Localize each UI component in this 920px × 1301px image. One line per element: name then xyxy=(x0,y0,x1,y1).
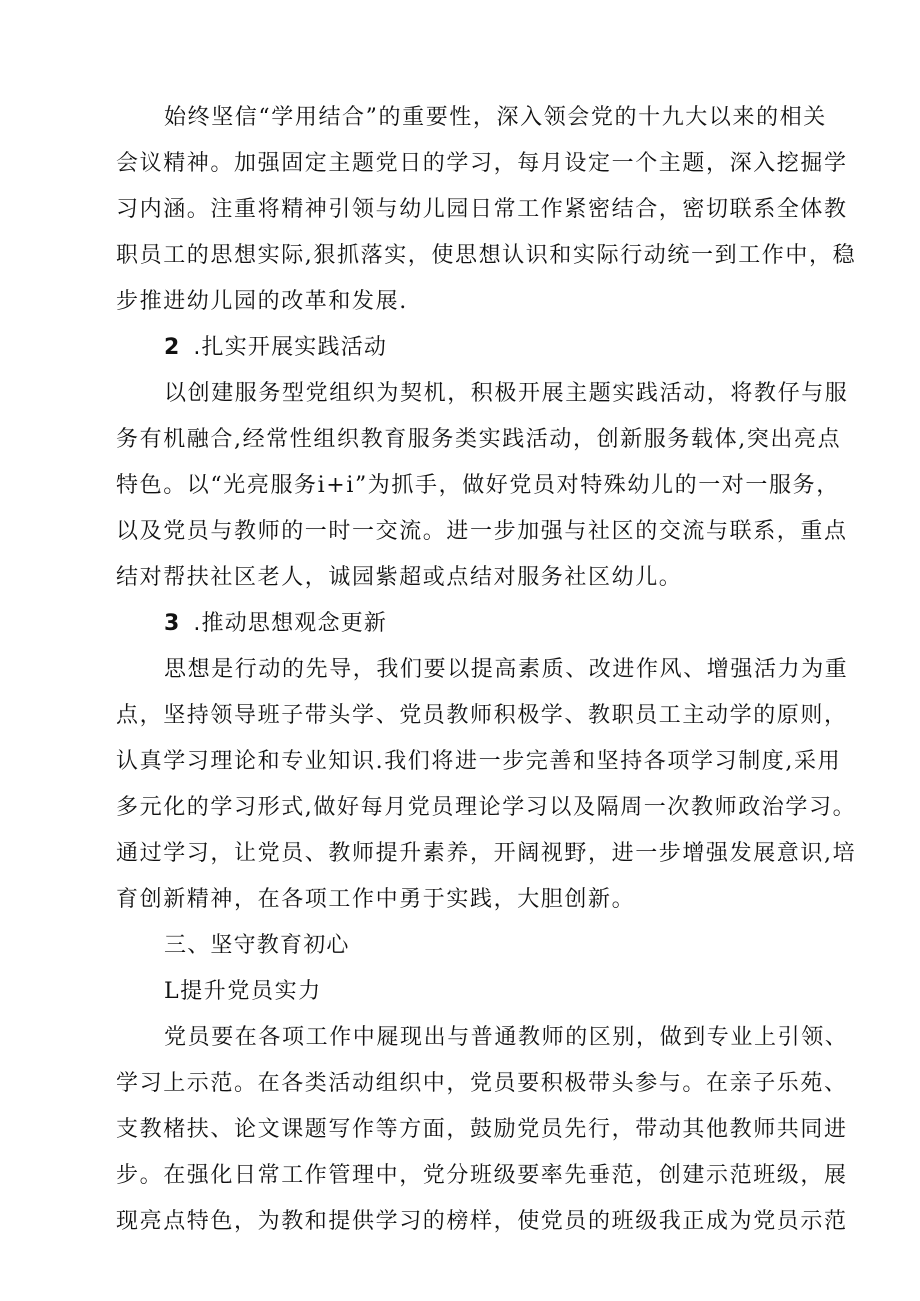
paragraph-line: 会议精神。加强固定主题党日的学习，每月设定一个主题，深入挖掘学 xyxy=(116,151,848,176)
subsection-heading-3 xyxy=(164,604,387,644)
paragraph-line: 点，坚持领导班子带头学、党员教师积极学、教职员工主动学的原则， xyxy=(116,703,848,728)
paragraph-line: 结对帮扶社区老人，诚园紫超或点结对服务社区幼儿。 xyxy=(116,565,683,590)
paragraph-line: 步推进幼儿园的改革和发展. xyxy=(116,289,408,314)
paragraph-line: 思想是行动的先导，我们要以提高素质、改进作风、增强活力为重 xyxy=(164,657,849,682)
paragraph-line: 通过学习，让党员、教师提升素养，开阔视野，进一步增强发展意识,培 xyxy=(116,841,857,866)
heading-text: .推动思想观念更新 xyxy=(193,611,388,636)
heading-text: .扎实开展实践活动 xyxy=(193,335,388,360)
paragraph-line: 职员工的思想实际,狠抓落实，使思想认识和实际行动统一到工作中，稳 xyxy=(116,243,857,268)
paragraph-line: 学习上示范。在各类活动组织中，党员要积极带头参与。在亲子乐苑、 xyxy=(116,1071,848,1096)
paragraph-line: 育创新精神，在各项工作中勇于实践，大胆创新。 xyxy=(116,887,636,912)
paragraph-line: 以创建服务型党组织为契机，积极开展主题实践活动，将教仔与服 xyxy=(164,381,849,406)
paragraph-line: 以及党员与教师的一时一交流。进一步加强与社区的交流与联系，重点 xyxy=(116,519,848,544)
paragraph-line: 务有机融合,经常性组织教育服务类实践活动，创新服务载体,突出亮点 xyxy=(116,427,842,452)
paragraph-line: 习内涵。注重将精神引领与幼儿园日常工作紧密结合，密切联系全体教 xyxy=(116,197,848,222)
paragraph-line: 认真学习理论和专业知识.我们将进一步完善和坚持各项学习制度,采用 xyxy=(116,749,842,774)
heading-number: 3 xyxy=(164,611,180,636)
subsection-heading-2 xyxy=(164,328,387,368)
paragraph-line: 支教楮扶、论文课题写作等方面，鼓励党员先行，带动其他教师共同进 xyxy=(116,1117,848,1142)
paragraph-line: 党员要在各项工作中屣现出与普通教师的区别，做到专业上引领、 xyxy=(164,1025,849,1050)
heading-number: 2 xyxy=(164,335,180,360)
subsection-heading-l: L提升党员实力 xyxy=(164,979,322,1004)
paragraph-line: 始终坚信“学用结合”的重要性，深入领会党的十九大以来的相关 xyxy=(164,105,827,130)
paragraph-line: 步。在强化日常工作管理中，党分班级要率先垂范，创建示范班级，展 xyxy=(116,1163,848,1188)
paragraph-line: 现亮点特色，为教和提供学习的榜样，使党员的班级我正成为党员示范 xyxy=(116,1209,848,1234)
paragraph-line: 特色。以“光亮服务i+i”为抓手，做好党员对特殊幼儿的一对一服务， xyxy=(116,473,840,498)
section-title: 三、坚守教育初心 xyxy=(164,933,350,958)
paragraph-line: 多元化的学习形式,做好每月党员理论学习以及隔周一次教师政治学习。 xyxy=(116,795,857,820)
